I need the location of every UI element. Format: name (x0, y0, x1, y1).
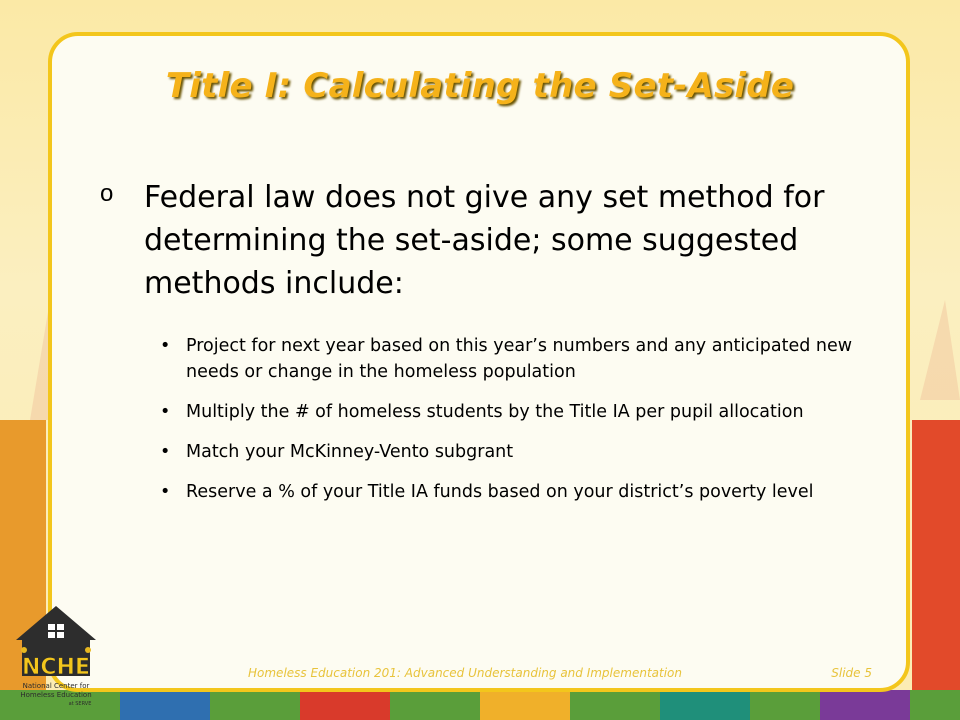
sub-bullet-item (160, 333, 860, 385)
bullet-dot: • (160, 482, 171, 502)
main-bullet-marker: o (100, 180, 114, 207)
bullet-dot: • (160, 336, 171, 356)
sub-bullet-text: Multiply the # of homeless students by the Title IA per pupil allocation (186, 402, 804, 422)
slide-number: Slide 5 (831, 666, 872, 680)
slide-footer (248, 666, 872, 680)
logo-letters: NCHE (22, 655, 90, 680)
slide-title: Title I: Calculating the Set-Aside (165, 66, 795, 106)
logo-line1: National Center for (22, 682, 90, 690)
sub-bullet-text: Project for next year based on this year’s numbers and any anticipated new needs or change in the homeless population (186, 336, 853, 382)
bullet-dot: • (160, 402, 171, 422)
sub-bullet-item (160, 479, 860, 505)
logo-line2: Homeless Education (20, 691, 92, 699)
sub-bullet-list (160, 333, 860, 519)
main-bullet-text: Federal law does not give any set method for determining the set-aside; some suggested methods include: (144, 180, 825, 301)
sub-bullet-item (160, 399, 860, 425)
sub-bullet-text: Match your McKinney-Vento subgrant (186, 442, 514, 462)
sub-bullet-text: Reserve a % of your Title IA funds based on your district’s poverty level (186, 482, 814, 502)
main-bullet (100, 176, 840, 305)
footer-text: Homeless Education 201: Advanced Understanding and Implementation (248, 666, 682, 680)
bullet-dot: • (160, 442, 171, 462)
logo-line3: at SERVE (68, 701, 92, 707)
nche-logo (10, 598, 102, 716)
sub-bullet-item (160, 439, 860, 465)
